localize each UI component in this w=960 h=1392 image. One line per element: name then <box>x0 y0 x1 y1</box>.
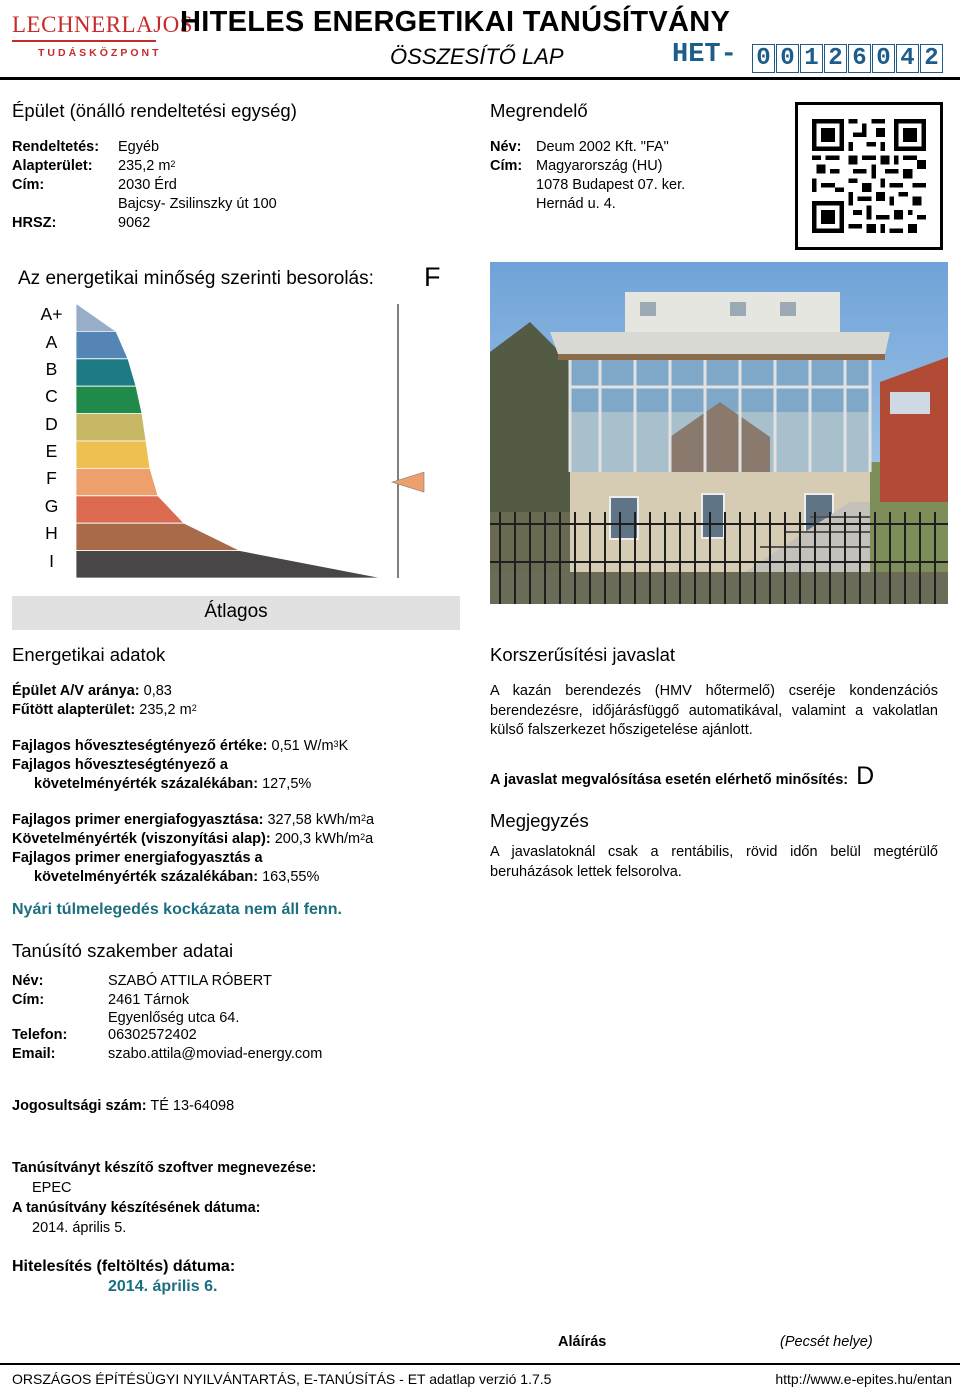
ht-value: 0,51 W/m <box>271 738 334 754</box>
note-text: A javaslatoknál csak a rentábilis, rövid időn belül megtérülő beruházások lettek felsorolva. <box>490 844 938 880</box>
ep-label: Fajlagos primer energiafogyasztása: <box>12 812 264 828</box>
scale-chart <box>12 296 460 586</box>
client-details <box>490 138 790 214</box>
achievable-label: A javaslat megvalósítása esetén elérhető minősítés: <box>490 772 849 788</box>
scale-band-f <box>76 468 158 495</box>
area-sup: 2 <box>170 159 176 169</box>
document-subtitle: ÖSSZESÍTŐ LAP <box>390 44 564 69</box>
building-details <box>12 138 432 233</box>
ep-sup: 2 <box>360 813 366 823</box>
certifier-name-value: SZABÓ ATTILA RÓBERT <box>108 973 272 989</box>
signature-label: Aláírás <box>558 1334 607 1350</box>
cert-date-value: 2014. április 5. <box>32 1220 127 1236</box>
certifier-address-line1: 2461 Tárnok <box>108 992 190 1008</box>
average-band <box>12 596 460 630</box>
license-row <box>12 1098 234 1114</box>
req-unit: a <box>365 831 374 847</box>
note-heading: Megjegyzés <box>490 810 589 831</box>
het-digit: 0 <box>776 44 799 73</box>
het-prefix: HET- <box>672 40 737 70</box>
scale-band-h <box>76 523 240 550</box>
purpose-value: Egyéb <box>118 139 160 155</box>
scale-letter: I <box>49 551 54 571</box>
license-value: TÉ 13-64098 <box>150 1098 235 1114</box>
client-address-line1: Magyarország (HU) <box>536 158 663 174</box>
area-label: Alapterület: <box>12 158 93 174</box>
scale-letter: B <box>45 359 58 379</box>
energy-scale <box>12 296 460 586</box>
scale-band-g <box>76 496 184 523</box>
ht-pct-value: 127,5% <box>262 776 312 792</box>
scale-letter: C <box>45 386 58 406</box>
scale-band-c <box>76 386 142 413</box>
purpose-label: Rendeltetés: <box>12 139 100 155</box>
scale-band-a <box>76 331 128 358</box>
classification-value: F <box>424 262 441 292</box>
het-digit: 0 <box>752 44 775 73</box>
req-sup: 2 <box>360 832 366 842</box>
het-digit: 1 <box>800 44 823 73</box>
ht-pct-label2: követelményérték százalékában: <box>34 776 259 792</box>
improvement-text: A kazán berendezés (HMV hőtermelő) cseréje kondenzációs berendezésre, időjárásfüggő automatikával, valamint a vakolatlan külső falszerkezet hőszigetelése ajánlott. <box>490 683 938 738</box>
classification-label: Az energetikai minőség szerinti besorolás: <box>18 268 374 289</box>
client-heading: Megrendelő <box>490 100 588 121</box>
het-digit: 2 <box>824 44 847 73</box>
certifier-phone-label: Telefon: <box>12 1027 68 1043</box>
summer-risk: Nyári túlmelegedés kockázata nem áll fenn. <box>12 901 342 918</box>
heated-area-value: 235,2 m <box>139 702 192 718</box>
address-line1: 2030 Érd <box>118 177 177 193</box>
scale-letter: F <box>46 468 57 488</box>
certifier-email-value: szabo.attila@moviad-energy.com <box>108 1046 323 1062</box>
client-address-line2: 1078 Budapest 07. ker. <box>536 177 686 193</box>
client-address-line3: Hernád u. 4. <box>536 196 616 212</box>
improvement-heading: Korszerűsítési javaslat <box>490 644 676 665</box>
certifier-address-label: Cím: <box>12 992 45 1008</box>
certifier-name-label: Név: <box>12 973 44 989</box>
qr-code <box>795 102 943 250</box>
ht-pct-label1: Fajlagos hőveszteségtényező a <box>12 757 228 773</box>
scale-letter: D <box>45 414 58 434</box>
ep-unit: a <box>365 812 375 828</box>
scale-letter: H <box>45 523 58 543</box>
scale-band-d <box>76 414 146 441</box>
stamp-label: (Pecsét helye) <box>780 1334 873 1350</box>
certifier-details <box>12 972 472 1064</box>
classification-pointer <box>392 472 424 492</box>
software-details <box>12 1158 316 1238</box>
scale-letter: E <box>45 441 58 461</box>
logo-tagline: TUDÁSKÖZPONT <box>38 47 162 59</box>
building-photo <box>490 262 948 604</box>
ep-pct-label2: követelményérték százalékában: <box>34 869 259 885</box>
upload-date-value: 2014. április 6. <box>108 1278 218 1295</box>
qr-code-icon <box>812 119 926 233</box>
logo-rule <box>12 40 156 42</box>
software-value: EPEC <box>32 1180 72 1196</box>
het-digit: 0 <box>872 44 895 73</box>
certifier-email-label: Email: <box>12 1046 56 1062</box>
client-name-value: Deum 2002 Kft. "FA" <box>536 139 669 155</box>
heated-area-sup: 2 <box>191 703 197 713</box>
ht-unit: K <box>338 738 349 754</box>
certifier-phone-value: 06302572402 <box>108 1027 197 1043</box>
logo-wordmark: LECHNERLAJOS <box>12 12 194 37</box>
energy-heading: Energetikai adatok <box>12 644 166 665</box>
cert-date-label: A tanúsítvány készítésének dátuma: <box>12 1200 261 1216</box>
het-number <box>752 44 944 73</box>
scale-letter: A+ <box>40 304 63 324</box>
client-name-label: Név: <box>490 139 522 155</box>
hrsz-value: 9062 <box>118 215 151 231</box>
certifier-address-line2: Egyenlőség utca 64. <box>108 1010 240 1026</box>
het-digit: 2 <box>920 44 943 73</box>
het-digit: 4 <box>896 44 919 73</box>
scale-band-b <box>76 359 136 386</box>
ep-pct-value: 163,55% <box>262 869 320 885</box>
building-photo-image <box>490 262 948 604</box>
average-label: Átlagos <box>204 601 268 622</box>
document-title: HITELES ENERGETIKAI TANÚSÍTVÁNY <box>180 6 731 38</box>
footer-rule <box>0 1363 960 1365</box>
achievable-value: D <box>856 762 875 790</box>
av-label: Épület A/V aránya: <box>12 683 140 699</box>
area-value: 235,2 m <box>118 158 171 174</box>
license-label: Jogosultsági szám: <box>12 1098 147 1114</box>
upload-date-label: Hitelesítés (feltöltés) dátuma: <box>12 1258 236 1275</box>
address-line2: Bajcsy- Zsilinszky út 100 <box>118 196 277 212</box>
building-heading: Épület (önálló rendeltetési egység) <box>12 100 297 121</box>
achievable-row <box>490 762 874 791</box>
ht-sup: 3 <box>333 739 339 749</box>
av-value: 0,83 <box>143 683 172 699</box>
het-digit: 6 <box>848 44 871 73</box>
scale-letter: G <box>44 496 59 516</box>
req-label: Követelményérték (viszonyítási alap): <box>12 831 271 847</box>
footer-left: ORSZÁGOS ÉPÍTÉSÜGYI NYILVÁNTARTÁS, E-TANÚSÍTÁS - ET adatlap verzió 1.7.5 <box>12 1371 552 1387</box>
software-label: Tanúsítványt készítő szoftver megnevezése: <box>12 1160 317 1176</box>
client-address-label: Cím: <box>490 158 523 174</box>
scale-band-i <box>76 551 382 578</box>
scale-band-aplus <box>76 304 116 331</box>
certifier-heading: Tanúsító szakember adatai <box>12 940 234 961</box>
heated-area-label: Fűtött alapterület: <box>12 702 136 718</box>
req-value: 200,3 kWh/m <box>274 831 361 847</box>
ep-value: 327,58 kWh/m <box>267 812 361 828</box>
address-label: Cím: <box>12 177 45 193</box>
scale-band-e <box>76 441 150 468</box>
energy-details <box>12 682 472 887</box>
hrsz-label: HRSZ: <box>12 215 57 231</box>
scale-letter: A <box>45 332 58 352</box>
ht-label: Fajlagos hőveszteségtényező értéke: <box>12 738 268 754</box>
footer-link[interactable]: http://www.e-epites.hu/entan <box>775 1371 952 1387</box>
ep-pct-label1: Fajlagos primer energiafogyasztás a <box>12 850 263 866</box>
